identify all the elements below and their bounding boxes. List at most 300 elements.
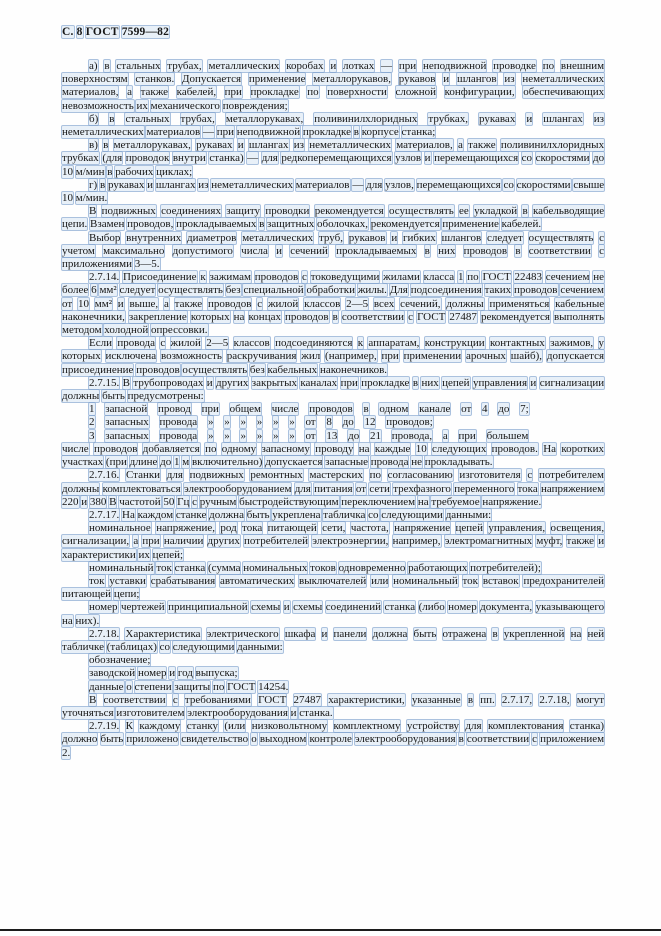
word: от <box>305 429 316 442</box>
word: а) <box>89 60 98 72</box>
word: на <box>417 495 429 508</box>
word: работающих <box>408 561 468 574</box>
word: соответствии <box>341 310 405 323</box>
word: Если <box>89 337 112 350</box>
word: рекомендуется <box>480 310 550 323</box>
word: со <box>159 640 171 653</box>
word: их <box>136 99 148 112</box>
paragraph <box>62 720 604 760</box>
word: 380 <box>89 495 107 508</box>
word: данными: <box>445 508 492 521</box>
word: и <box>81 495 88 508</box>
paragraph <box>62 416 604 429</box>
word: станка) <box>209 152 244 165</box>
word: неподвижной <box>236 126 301 139</box>
word: до <box>348 429 360 442</box>
word: выше, <box>129 297 159 310</box>
paragraph <box>62 179 604 205</box>
word: (при <box>105 456 127 469</box>
word: г) <box>89 178 98 191</box>
word: запасных <box>105 416 149 429</box>
word: других <box>216 376 249 389</box>
word: характеристики, <box>328 693 405 706</box>
word: станка <box>384 601 416 614</box>
word: 2.7.17, <box>501 693 533 706</box>
word: и <box>147 178 154 191</box>
word: стальных <box>116 60 161 72</box>
word: соответствии <box>466 733 530 746</box>
word: опрессовки. <box>151 324 208 337</box>
word: в <box>467 693 474 706</box>
word: допустимого <box>172 244 233 257</box>
word: проводов, <box>127 218 174 231</box>
word: гибких <box>403 231 436 244</box>
word: данными: <box>237 640 283 653</box>
word: а <box>133 535 139 548</box>
word: в <box>424 244 430 257</box>
word: а <box>163 297 169 310</box>
word: по <box>369 469 381 482</box>
word: проводок <box>125 152 170 165</box>
word: напряжением <box>541 482 605 495</box>
word: устройству <box>406 720 460 733</box>
word: выключателей <box>299 574 367 587</box>
word: классов <box>233 337 270 350</box>
word: чертежей <box>121 601 165 614</box>
word: жилами <box>383 271 420 284</box>
word: На <box>543 442 557 455</box>
word: наличии <box>163 535 204 548</box>
word: На <box>122 508 135 521</box>
word: всех <box>373 297 395 310</box>
word: применение <box>248 73 306 86</box>
word: в <box>412 376 419 389</box>
word: о <box>251 733 257 746</box>
word: следует <box>487 231 523 244</box>
word: запасному <box>261 442 310 455</box>
word: при <box>216 126 234 139</box>
word: жилы. <box>357 284 387 297</box>
word: » <box>289 429 295 442</box>
word: скоростями <box>535 152 590 165</box>
word: тока <box>242 522 263 535</box>
word: — <box>202 126 214 139</box>
word: 2—5 <box>206 337 229 350</box>
word: трубках <box>62 152 99 165</box>
word: цепей <box>442 376 470 389</box>
paragraph <box>62 575 604 601</box>
word: без <box>225 284 241 297</box>
word: жилой <box>170 337 201 350</box>
word: ток <box>89 574 105 587</box>
word: канале <box>419 403 451 416</box>
word: неметаллических <box>309 139 391 152</box>
word: мастерских <box>309 469 363 482</box>
word: в) <box>89 139 98 152</box>
word: в <box>104 60 110 72</box>
word: 2.7.16. <box>89 469 120 482</box>
word: холодной <box>104 324 149 337</box>
word: » <box>240 429 246 442</box>
word: электроэнергии, <box>312 535 389 548</box>
word: закрытых <box>251 376 297 389</box>
word: выполнять <box>553 310 605 323</box>
word: потребителей); <box>470 561 541 574</box>
paragraph <box>62 667 604 680</box>
word: мм² <box>94 297 112 310</box>
word: Характеристика <box>125 627 201 640</box>
word: из <box>293 139 305 152</box>
word: прокладываемых <box>176 218 257 231</box>
word: каналах <box>300 376 338 389</box>
word: и <box>330 60 337 72</box>
document-body <box>62 60 604 760</box>
word: (для <box>102 152 123 165</box>
word: трубах, <box>180 112 215 125</box>
word: для <box>294 482 311 495</box>
word: кабельные <box>555 297 605 310</box>
paragraph <box>62 522 604 562</box>
paragraph <box>62 443 604 469</box>
word: ГОСТ <box>258 693 287 706</box>
word: пп. <box>480 693 495 706</box>
word: проводов <box>463 244 508 257</box>
word: соответствии <box>103 693 166 706</box>
word: схемы <box>293 601 323 614</box>
word: должна <box>209 508 244 521</box>
word: станка; <box>401 126 436 139</box>
word: м/мин. <box>75 192 108 205</box>
word: питающей <box>267 522 317 535</box>
word: наконечники, <box>62 310 125 323</box>
word: цепи. <box>62 218 88 231</box>
word: к <box>357 337 364 350</box>
word: В <box>89 205 97 218</box>
word: прокладке <box>302 126 352 139</box>
word: » <box>240 416 246 429</box>
paragraph <box>62 654 604 667</box>
page-header <box>62 25 604 39</box>
word: скоростями <box>516 178 571 191</box>
word: потребителем <box>538 469 605 482</box>
word: например, <box>392 535 441 548</box>
word: на <box>570 627 582 640</box>
word: осуществлять <box>388 205 454 218</box>
word: узлов, <box>385 178 414 191</box>
word: раскручивания <box>226 350 297 363</box>
word: в <box>332 310 338 323</box>
word: отражена <box>442 627 487 640</box>
word: следует <box>119 284 156 297</box>
word: осуществлять <box>528 231 594 244</box>
word: предохранителей <box>523 574 604 587</box>
word: и <box>424 152 431 165</box>
word: напряжение, <box>156 522 216 535</box>
word: материалов <box>295 178 350 191</box>
word: освещения, <box>550 522 605 535</box>
word: должны <box>446 297 484 310</box>
word: напряжение. <box>482 495 542 508</box>
word: поливинилхлоридных <box>314 112 418 125</box>
word: прокладке <box>250 86 299 99</box>
word: указанные <box>411 693 461 706</box>
word: Допускается <box>182 73 242 86</box>
word: муфт, <box>536 535 563 548</box>
word: уточняться <box>62 706 114 719</box>
word: неметаллических <box>522 73 605 86</box>
word: Гц <box>177 495 190 508</box>
word: соединениях <box>161 205 221 218</box>
word: комплектному <box>333 720 401 733</box>
word: к <box>200 271 206 284</box>
word: 1 <box>89 403 95 416</box>
word: обработки <box>306 284 355 297</box>
word: и <box>206 376 213 389</box>
word: 2. <box>62 746 71 759</box>
word: зажимов, <box>550 337 594 350</box>
word: и <box>391 231 398 244</box>
word: с <box>408 310 414 323</box>
word: мм² <box>99 284 117 297</box>
word: соответствии <box>528 244 591 257</box>
word: 1 <box>173 456 180 469</box>
word: от <box>62 297 73 310</box>
word: укреплена <box>272 508 321 521</box>
word: 220 <box>62 495 79 508</box>
word: станке <box>175 508 207 521</box>
word: закрепление <box>128 310 187 323</box>
paragraph <box>62 694 604 720</box>
word: ГОСТ <box>482 271 511 284</box>
word: — <box>247 152 259 165</box>
paragraph <box>62 60 604 113</box>
word: со <box>368 508 379 521</box>
word: 2.7.18. <box>89 627 120 640</box>
word: добавляется <box>142 442 200 455</box>
word: присоединение <box>62 363 134 376</box>
word: невозможность <box>62 99 134 112</box>
word: рекомендуется <box>370 218 440 231</box>
word: подвижных <box>101 205 156 218</box>
word: до <box>160 456 172 469</box>
paragraph <box>62 562 604 575</box>
word: соединений <box>325 601 381 614</box>
word: рукавах <box>478 112 516 125</box>
word: в <box>458 733 464 746</box>
word: изготовителем <box>116 706 185 719</box>
word: 1 <box>457 271 464 284</box>
word: при <box>201 403 219 416</box>
word: и <box>237 139 244 152</box>
word: проводов <box>136 363 180 376</box>
word: частота, <box>350 522 389 535</box>
word: и <box>283 601 290 614</box>
word: металлорукавов, <box>313 73 391 86</box>
word: при <box>224 86 242 99</box>
word: трубопроводах <box>133 376 204 389</box>
word: панели <box>333 627 367 640</box>
word: (сумма <box>207 561 241 574</box>
word: поверхности <box>327 86 387 99</box>
word: таких <box>484 284 512 297</box>
word: степени <box>134 680 172 693</box>
word: шлангах <box>248 139 289 152</box>
word: которых <box>62 350 101 363</box>
word: быстродействующим <box>239 495 339 508</box>
paragraph <box>62 469 604 509</box>
word: 2—5 <box>346 297 369 310</box>
word: (либо <box>418 601 445 614</box>
word: (или <box>224 720 246 733</box>
word: (например, <box>325 350 377 363</box>
word: должны <box>62 482 100 495</box>
word: могут <box>576 693 605 706</box>
word: номинальных <box>243 561 308 574</box>
word: схемы <box>251 601 281 614</box>
word: или <box>371 574 389 587</box>
word: металлорукавах, <box>225 112 304 125</box>
word: цепей; <box>152 548 184 561</box>
word: с <box>192 495 197 508</box>
word: по <box>205 442 217 455</box>
word: механического <box>150 99 220 112</box>
word: металлорукавах, <box>113 139 191 152</box>
word: электрооборудования <box>187 706 288 719</box>
word: 21 <box>369 429 381 442</box>
word: кабельводящие <box>533 205 605 218</box>
word: 10 <box>62 192 73 205</box>
word: с <box>599 231 605 244</box>
word: » <box>272 416 279 429</box>
word: них <box>421 376 439 389</box>
word: уставки <box>109 574 146 587</box>
word: частотой <box>119 495 161 508</box>
word: и <box>169 667 176 680</box>
word: внешним <box>560 60 605 72</box>
word: управления, <box>488 522 546 535</box>
word: в <box>259 218 265 231</box>
word: шлангов <box>441 231 482 244</box>
word: от <box>461 403 472 416</box>
word: следующих <box>432 442 487 455</box>
word: в <box>492 627 498 640</box>
word: проводов <box>254 271 299 284</box>
word: класса <box>423 271 455 284</box>
word: корпусе <box>361 126 399 139</box>
word: аппаратам, <box>368 337 420 350</box>
word: перемещающихся <box>416 178 501 191</box>
word: Станки <box>125 469 161 482</box>
word: переключением <box>341 495 416 508</box>
word: лотках <box>343 60 375 72</box>
word: контроле <box>309 733 352 746</box>
word: станка. <box>299 706 333 719</box>
word: трубах, <box>167 60 202 72</box>
word: также <box>174 297 203 310</box>
word: в <box>363 403 369 416</box>
word: 10 <box>62 165 73 178</box>
word: допускается <box>265 456 323 469</box>
word: управления <box>472 376 528 389</box>
word: напряжение <box>394 522 451 535</box>
word: проводов; <box>386 416 433 429</box>
word: до <box>593 152 605 165</box>
word: рукавов <box>398 73 436 86</box>
word: каждом <box>137 508 174 521</box>
word: до <box>498 403 510 416</box>
word: характеристики <box>62 548 136 561</box>
word: которых <box>190 310 230 323</box>
word: оболочках, <box>316 218 368 231</box>
word: провода <box>370 456 409 469</box>
word: срабатывания <box>150 574 216 587</box>
word: учетом <box>62 244 95 257</box>
word: ток <box>156 561 172 574</box>
word: материалов, <box>62 86 119 99</box>
word: них <box>438 244 456 257</box>
word: станку <box>186 720 219 733</box>
word: документа, <box>480 601 533 614</box>
word: выпуска; <box>195 667 238 680</box>
word: 3—5. <box>134 258 160 271</box>
word: подсоединяются <box>275 337 353 350</box>
word: В <box>122 376 130 389</box>
word: а <box>127 86 132 99</box>
word: осуществлять <box>158 284 223 297</box>
word: и <box>598 535 605 548</box>
word: ток <box>462 574 479 587</box>
word: редкоперемещающихся <box>281 152 392 165</box>
word: м/мин <box>75 165 105 178</box>
word: неметаллических <box>62 126 144 139</box>
word: должны <box>62 390 100 403</box>
word: проводов <box>94 442 138 455</box>
word: м <box>182 456 190 469</box>
word: ГОСТ <box>85 26 119 38</box>
word: в <box>99 178 106 191</box>
word: проводов <box>207 297 252 310</box>
word: Присоединение <box>123 271 197 284</box>
word: рекомендуется <box>314 205 384 218</box>
word: вставок <box>482 574 519 587</box>
word: стальных <box>125 112 170 125</box>
word: 2.7.14. <box>89 271 120 284</box>
word: Взамен <box>90 218 125 231</box>
word: указывающего <box>535 601 605 614</box>
word: на <box>233 310 245 323</box>
word: с <box>257 297 263 310</box>
word: проводов <box>309 403 353 416</box>
word: на <box>62 614 73 627</box>
word: в <box>353 126 359 139</box>
word: не <box>593 271 604 284</box>
word: а <box>442 429 448 442</box>
word: одном <box>379 403 409 416</box>
word: В <box>89 693 97 706</box>
word: рукавов <box>348 231 386 244</box>
word: принципиальной <box>168 601 248 614</box>
word: числе <box>62 442 89 455</box>
word: числе <box>271 403 299 416</box>
word: не <box>411 456 422 469</box>
word: из <box>504 73 515 86</box>
word: 7599—82 <box>121 26 170 38</box>
word: питания <box>314 482 353 495</box>
word: номинальный <box>89 561 154 574</box>
word: обозначение; <box>89 654 151 667</box>
word: электромагнитных <box>444 535 533 548</box>
paragraph <box>62 377 604 403</box>
